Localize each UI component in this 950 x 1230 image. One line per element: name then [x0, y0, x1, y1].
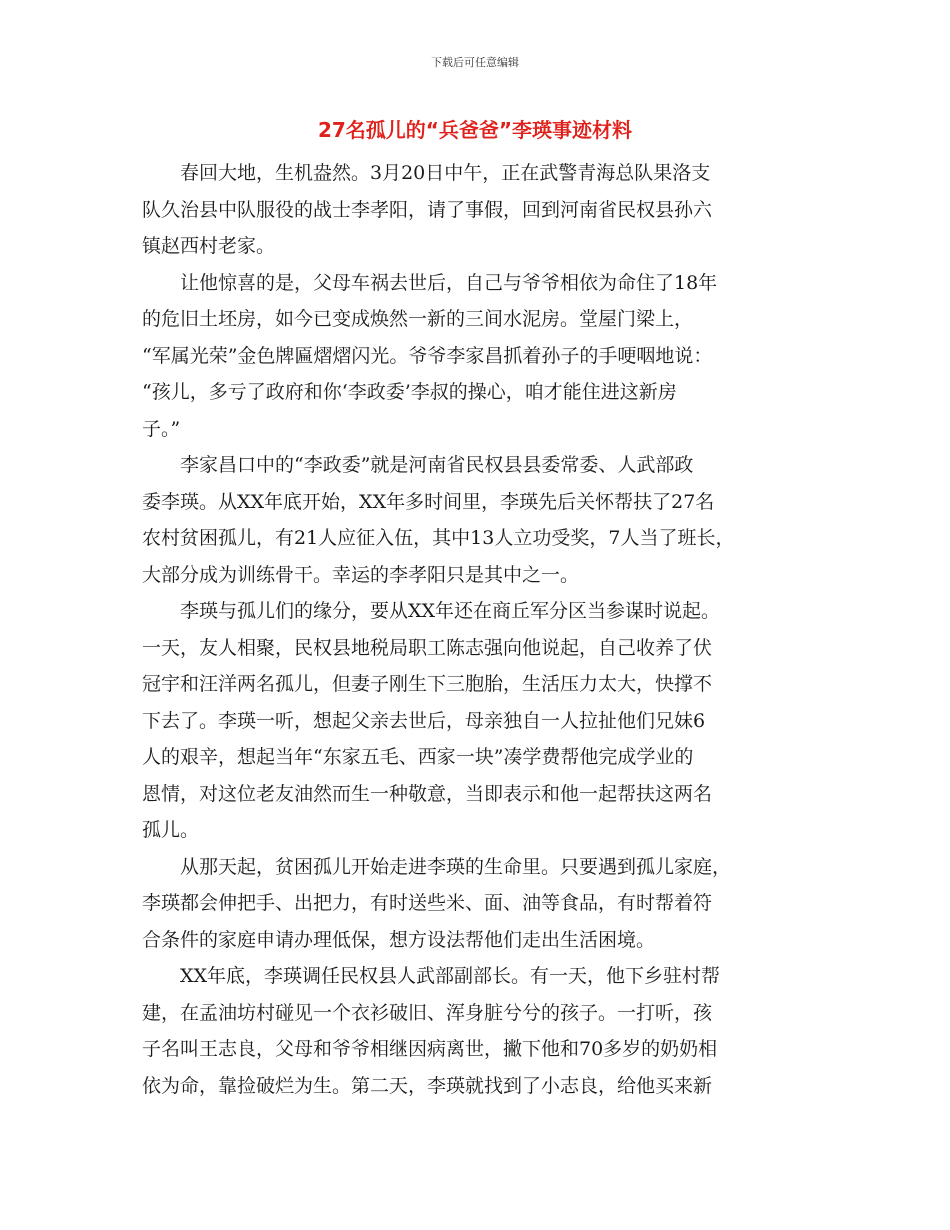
text-line: 大部分成为训练骨干。幸运的李孝阳只是其中之一。 — [142, 563, 580, 586]
text-line: 下去了。李瑛一听，想起父亲去世后，母亲独自一人拉扯他们兄妹6 — [142, 709, 706, 732]
text-line: 恩情，对这位老友油然而生一种敬意，当即表示和他一起帮扶这两名 — [142, 782, 713, 805]
text-line: 建，在孟油坊村碰见一个衣衫破旧、浑身脏兮兮的孩子。一打听，孩 — [142, 1001, 713, 1024]
text-line: 从那天起，贫困孤儿开始走进李瑛的生命里。只要遇到孤儿家庭， — [142, 855, 732, 878]
text-line: 镇赵西村老家。 — [142, 235, 276, 257]
paragraph — [142, 593, 822, 849]
paragraph — [142, 155, 822, 265]
document-title: 27名孤儿的“兵爸爸”李瑛事迹材料 — [317, 118, 633, 142]
text-line: XX年底，李瑛调任民权县人武部副部长。有一天，他下乡驻村帮 — [142, 965, 721, 987]
paragraph — [142, 958, 822, 1104]
header-note: 下载后可任意编辑 — [431, 56, 519, 69]
text-line: 李瑛与孤儿们的缘分，要从XX年还在商丘军分区当参谋时说起。 — [142, 600, 721, 622]
text-line: 李家昌口中的“李政委”就是河南省民权县县委常委、人武部政 — [142, 454, 694, 476]
paragraph — [142, 849, 822, 959]
paragraph — [142, 447, 822, 593]
paragraph — [142, 265, 822, 448]
text-line: 委李瑛。从XX年底开始，XX年多时间里，李瑛先后关怀帮扶了27名 — [142, 490, 715, 513]
text-line: 合条件的家庭申请办理低保，想方设法帮他们走出生活困境。 — [142, 928, 656, 951]
text-line: 农村贫困孤儿，有21人应征入伍，其中13人立功受奖，7人当了班长， — [142, 527, 735, 549]
text-line: 春回大地，生机盎然。3月20日中午，正在武警青海总队果洛支 — [142, 162, 711, 184]
text-line: 冠宇和汪洋两名孤儿，但妻子刚生下三胞胎，生活压力太大，快撑不 — [142, 673, 713, 695]
text-line: 队久治县中队服役的战士李孝阳，请了事假，回到河南省民权县孙六 — [142, 198, 713, 221]
text-line: 一天，友人相聚，民权县地税局职工陈志强向他说起，自己收养了伏 — [142, 636, 713, 659]
text-line: 依为命，靠捡破烂为生。第二天，李瑛就找到了小志良，给他买来新 — [142, 1074, 713, 1097]
document-body — [142, 155, 822, 1104]
text-line: 的危旧土坯房，如今已变成焕然一新的三间水泥房。堂屋门梁上， — [142, 308, 694, 330]
text-line: 子。” — [142, 417, 181, 440]
text-line: 人的艰辛，想起当年“东家五毛、西家一块”凑学费帮他完成学业的 — [142, 746, 694, 768]
text-line: 让他惊喜的是，父母车祸去世后，自己与爷爷相依为命住了18年 — [142, 271, 718, 294]
text-line: 子名叫王志良，父母和爷爷相继因病离世，撇下他和70多岁的奶奶相 — [142, 1038, 718, 1060]
text-line: “军属光荣”金色牌匾熠熠闪光。爷爷李家昌抓着孙子的手哽咽地说： — [142, 344, 713, 367]
text-line: 李瑛都会伸把手、出把力，有时送些米、面、油等食品，有时帮着符 — [142, 892, 713, 914]
text-line: 孤儿。 — [142, 819, 200, 841]
text-line: “孩儿，多亏了政府和你‘李政委’李叔的操心，咱才能住进这新房 — [142, 381, 677, 403]
